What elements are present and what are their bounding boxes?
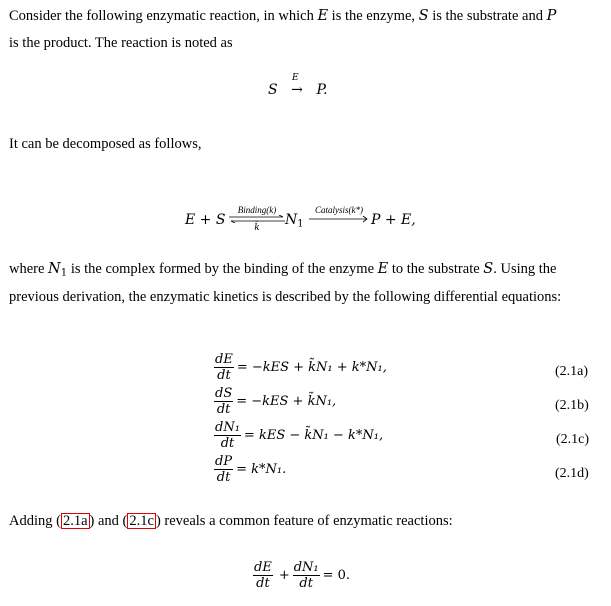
math-P-plus-E: P + E, bbox=[371, 212, 416, 228]
math-S: S bbox=[268, 82, 278, 98]
N: N bbox=[48, 261, 61, 277]
unbinding-label: k̄ bbox=[254, 223, 260, 233]
text: is the enzyme, bbox=[328, 8, 419, 24]
numerator: dN₁ bbox=[215, 420, 240, 435]
fraction bbox=[293, 560, 320, 591]
equation-rhs: = 0. bbox=[322, 568, 351, 583]
denominator: dt bbox=[214, 367, 234, 383]
equation-rhs: = k*N₁. bbox=[236, 462, 287, 477]
text: is the complex formed by the binding of the enzyme bbox=[67, 261, 378, 277]
math-S: S bbox=[418, 8, 429, 24]
text: is the substrate and bbox=[428, 8, 547, 24]
plus-sign: + bbox=[278, 568, 290, 583]
equation-number: (2.1a) bbox=[555, 364, 589, 379]
equation-2-1d bbox=[214, 454, 286, 485]
text: ) reveals a common feature of enzymatic reactions: bbox=[155, 513, 453, 529]
fraction bbox=[214, 352, 234, 383]
paragraph-adding bbox=[9, 513, 453, 530]
reversible-arrow bbox=[229, 205, 285, 233]
equation-rhs: = −kES + k̃N₁ + k*N₁, bbox=[236, 360, 387, 375]
fraction bbox=[214, 386, 233, 417]
paragraph-decomposed: It can be decomposed as follows, bbox=[9, 136, 202, 152]
equation-rhs: = −kES + k̃N₁, bbox=[236, 394, 337, 409]
paragraph-intro-line1 bbox=[9, 8, 556, 25]
denominator: dt bbox=[214, 435, 241, 451]
fraction bbox=[253, 560, 273, 591]
fraction bbox=[214, 454, 233, 485]
numerator: dS bbox=[215, 386, 233, 401]
math-N1 bbox=[285, 212, 303, 229]
subscript: 1 bbox=[60, 267, 68, 279]
equation-conservation bbox=[253, 560, 350, 591]
binding-label: Binding(k) bbox=[237, 205, 277, 215]
catalysis-label: Catalysis(k*) bbox=[315, 205, 363, 215]
equation-ref-link[interactable]: 2.1a bbox=[62, 513, 88, 529]
arrow-with-label bbox=[286, 73, 308, 98]
numerator: dE bbox=[215, 352, 233, 367]
arrow-right-icon: → bbox=[291, 82, 303, 98]
text: Consider the following enzymatic reaction, in which bbox=[9, 8, 318, 24]
numerator: dE bbox=[254, 560, 272, 575]
paragraph-where-line1 bbox=[9, 261, 556, 279]
numerator: dN₁ bbox=[293, 560, 319, 575]
reaction-simple bbox=[268, 73, 328, 98]
math-P: P bbox=[546, 8, 557, 24]
denominator: dt bbox=[253, 575, 273, 591]
math-N1 bbox=[48, 261, 67, 277]
equation-rhs: = kES − k̃N₁ − k*N₁, bbox=[243, 428, 384, 443]
arrow-label-E: E bbox=[292, 73, 299, 83]
equation-2-1c bbox=[214, 420, 383, 451]
math-E: E bbox=[377, 261, 389, 277]
equilibrium-arrows-icon bbox=[229, 215, 285, 223]
paragraph-where-line2: previous derivation, the enzymatic kinetics is described by the following differential equations: bbox=[9, 289, 562, 305]
subscript: 1 bbox=[297, 218, 304, 230]
equation-number: (2.1b) bbox=[555, 398, 589, 413]
equation-2-1b bbox=[214, 386, 336, 417]
arrow-right-icon bbox=[309, 215, 369, 223]
math-S: S bbox=[483, 261, 494, 277]
equation-number: (2.1d) bbox=[555, 466, 589, 481]
paragraph-intro-line2: is the product. The reaction is noted as bbox=[9, 35, 233, 51]
math-P: P. bbox=[316, 82, 328, 98]
equation-ref-link[interactable]: 2.1c bbox=[129, 513, 154, 529]
text: where bbox=[9, 261, 49, 277]
equation-2-1a bbox=[214, 352, 387, 383]
denominator: dt bbox=[214, 469, 233, 485]
text: to the substrate bbox=[388, 261, 484, 277]
denominator: dt bbox=[214, 401, 233, 417]
equation-number: (2.1c) bbox=[556, 432, 590, 447]
fraction bbox=[214, 420, 241, 451]
math-E: E bbox=[317, 8, 329, 24]
text: Adding ( bbox=[9, 513, 61, 529]
catalysis-arrow bbox=[309, 205, 369, 223]
numerator: dP bbox=[215, 454, 233, 469]
denominator: dt bbox=[293, 575, 320, 591]
text: . Using the bbox=[493, 261, 557, 277]
text: ) and ( bbox=[89, 513, 128, 529]
math-E-plus-S: E + S bbox=[185, 212, 226, 228]
N: N bbox=[285, 212, 298, 228]
